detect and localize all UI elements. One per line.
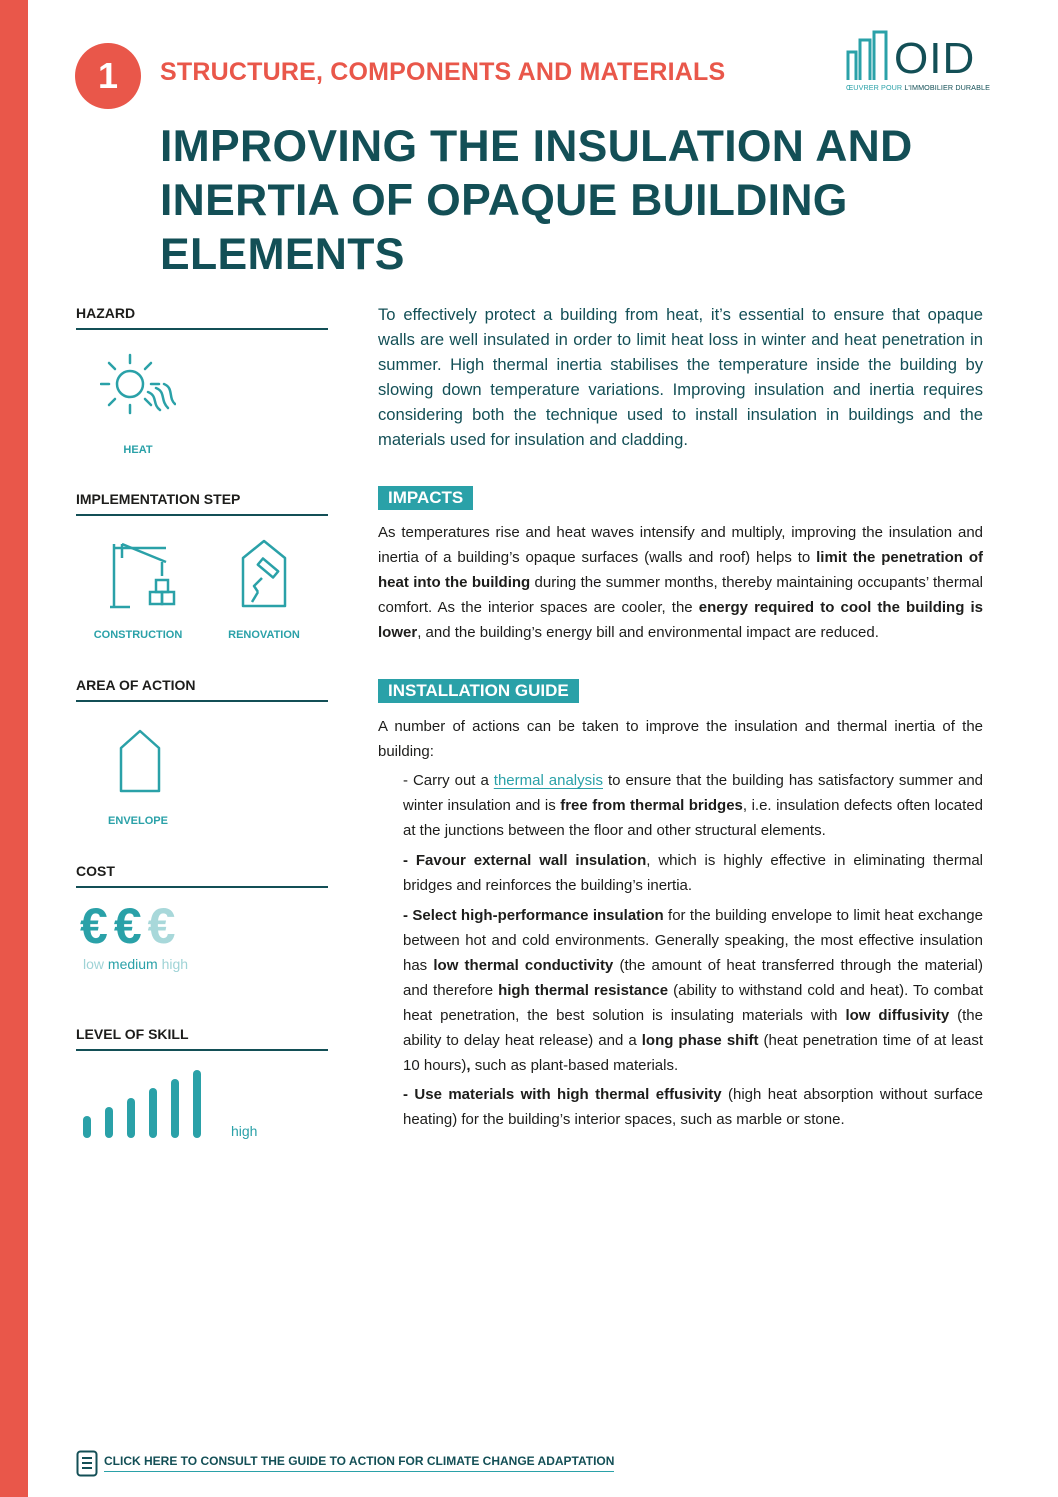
guide-bullet-thermal-effusivity: - Use materials with high thermal effusivity (high heat absorption without surface heating) for the building’s interior spaces, such as marble or stone. bbox=[403, 1086, 984, 1128]
skill-bar bbox=[193, 1070, 201, 1138]
heat-sun-icon bbox=[100, 352, 176, 422]
intro-paragraph: To effectively protect a building from heat, it’s essential to ensure that opaque walls are well insulated in order to limit heat loss in winter and heat penetration in summer. High thermal inertia stabilises the temperature inside the building by slowing down temperature variations. Improving insulation and inertia requires considering both the technique used to install insulation in buildings and the materials used for insulation and cladding. bbox=[378, 305, 983, 449]
construction-label: CONSTRUCTION bbox=[93, 629, 183, 641]
document-icon bbox=[76, 1450, 98, 1477]
skill-bar bbox=[127, 1098, 135, 1138]
euro-icon: € bbox=[147, 898, 176, 954]
skill-heading: LEVEL OF SKILL bbox=[76, 1026, 328, 1051]
section-number-badge: 1 bbox=[75, 43, 141, 109]
logo-buildings-icon bbox=[846, 30, 892, 82]
cost-rating bbox=[80, 897, 181, 955]
page-title: IMPROVING THE INSULATION AND INERTIA OF OPAQUE BUILDING ELEMENTS bbox=[160, 122, 913, 279]
logo-tagline: ŒUVRER POUR L'IMMOBILIER DURABLE bbox=[846, 83, 990, 92]
skill-level-bars bbox=[83, 1068, 213, 1138]
impacts-heading: IMPACTS bbox=[378, 486, 473, 510]
euro-icon: € bbox=[80, 898, 108, 954]
side-color-band bbox=[0, 0, 28, 1497]
footer-link-text[interactable]: CLICK HERE TO CONSULT THE GUIDE TO ACTION FOR CLIMATE CHANGE ADAPTATION bbox=[104, 1454, 614, 1472]
hazard-label: HEAT bbox=[123, 444, 153, 456]
oid-logo bbox=[846, 30, 990, 96]
guide-bullet-external-insulation: - Favour external wall insulation, which is highly effective in eliminating thermal bridges and reinforces the building’s inertia. bbox=[403, 852, 983, 894]
logo-wordmark: OID bbox=[894, 34, 976, 83]
renovation-label: RENOVATION bbox=[228, 629, 300, 641]
guide-intro: A number of actions can be taken to improve the insulation and thermal inertia of the building: bbox=[378, 718, 983, 760]
skill-bar bbox=[149, 1088, 157, 1138]
euro-icon: € bbox=[113, 898, 142, 954]
area-heading: AREA OF ACTION bbox=[76, 677, 328, 702]
envelope-house-icon bbox=[118, 728, 162, 794]
installation-guide-heading: INSTALLATION GUIDE bbox=[378, 679, 579, 703]
skill-bar bbox=[105, 1107, 113, 1138]
section-title: STRUCTURE, COMPONENTS AND MATERIALS bbox=[160, 58, 726, 86]
envelope-label: ENVELOPE bbox=[108, 815, 168, 827]
impacts-paragraph: As temperatures rise and heat waves intensify and multiply, improving the insulation and inertia of a building’s opaque surfaces (walls and roof) helps to limit the penetration of heat into the building during the summer months, thereby maintaining occupants’ thermal comfort. As the interior spaces are cooler, the energy required to cool the building is lower, and the building’s energy bill and environmental impact are reduced. bbox=[378, 524, 983, 641]
thermal-analysis-link[interactable]: thermal analysis bbox=[493, 772, 603, 789]
guide-bullet-thermal-analysis: - Carry out a thermal analysis to ensure that the building has satisfactory summer and winter insulation and is free from thermal bridges, i.e. insulation defects often located at the junctions between the floor and other structural elements. bbox=[403, 772, 984, 839]
cost-legend: low medium high bbox=[83, 956, 189, 972]
skill-bar bbox=[171, 1079, 179, 1138]
hazard-heading: HAZARD bbox=[76, 305, 328, 330]
skill-bar bbox=[83, 1116, 91, 1138]
construction-crane-icon bbox=[108, 540, 178, 610]
renovation-house-roller-icon bbox=[240, 538, 288, 610]
skill-label: high bbox=[231, 1123, 258, 1139]
cost-heading: COST bbox=[76, 863, 328, 888]
guide-bullet-high-performance-insulation: - Select high-performance insulation for the building envelope to limit heat exchange between hot and cold environments. Generally speaking, the most effective insulation has low thermal conductivity (the amount of heat transferred through the material) and therefore high thermal resistance (ability to withstand cold and heat). To combat heat penetration, the best solution is insulating materials with low diffusivity (the ability to delay heat release) and a long phase shift (heat penetration time of at least 10 hours), such as plant-based materials. bbox=[403, 907, 983, 1074]
implementation-heading: IMPLEMENTATION STEP bbox=[76, 491, 328, 516]
